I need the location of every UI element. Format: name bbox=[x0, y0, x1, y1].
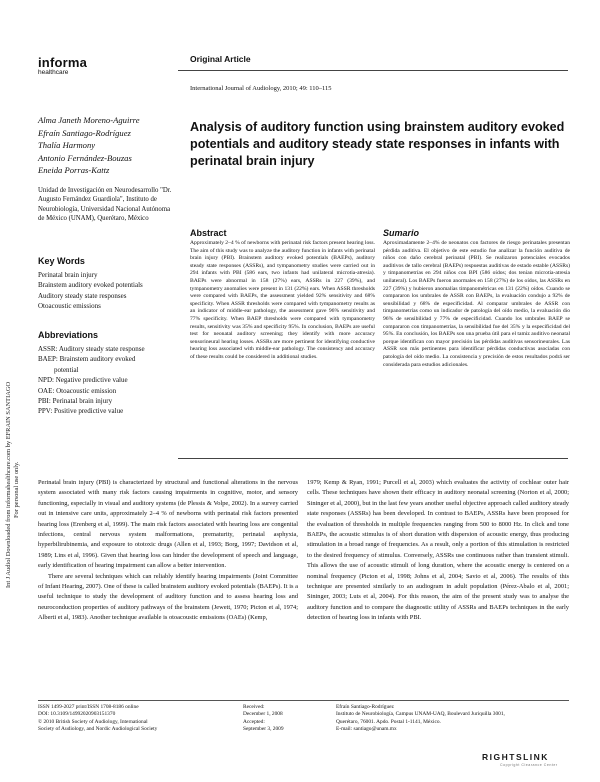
footer-line: DOI: 10.3109/14992020903151370 bbox=[38, 711, 116, 718]
publisher-name: informa bbox=[38, 55, 88, 70]
section-rule bbox=[178, 458, 568, 459]
footer-line: Efraín Santiago-Rodríguez bbox=[336, 704, 394, 710]
abbreviation-item: PBI: Perinatal brain injury bbox=[38, 397, 113, 406]
footer-line: December 1, 2008 bbox=[243, 711, 283, 718]
keyword-item: Brainstem auditory evoked potentials bbox=[38, 281, 143, 290]
author-name: Eneida Porras-Kattz bbox=[38, 165, 110, 176]
author-list bbox=[38, 114, 178, 177]
keyword-item: Otoacoustic emissions bbox=[38, 302, 101, 311]
download-watermark bbox=[2, 200, 24, 590]
top-rule bbox=[178, 70, 568, 71]
body-paragraph: There are several techniques which can reliably identify hearing impairments (Joint Committee of Infant Hearing, 2007). One of these is called brainstem auditory evoked potentials (BAEPs). It is a useful technique to study the development of auditory function and to assess hearing loss and neuroconduction properties of auditory pathways of the brainstem (Jewett, 1970; Picton et al, 1974; Alberti et al, 1983). Another technique available is otoacoustic emissions (OAEs) (Kemp, bbox=[38, 572, 298, 622]
author-name: Thalía Harmony bbox=[38, 140, 96, 151]
body-column-right bbox=[307, 478, 569, 624]
footer-dates bbox=[243, 704, 313, 733]
abbreviation-item: NPD: Negative predictive value bbox=[38, 376, 128, 385]
article-type: Original Article bbox=[190, 54, 251, 64]
publisher-sub: healthcare bbox=[38, 69, 69, 76]
keywords-heading: Key Words bbox=[38, 256, 85, 266]
footer-line: Received: bbox=[243, 704, 265, 710]
footer-line: Accepted: bbox=[243, 718, 265, 725]
article-title: Analysis of auditory function using brainstem auditory evoked potentials and auditory steady state responses in infants with perinatal brain injury bbox=[190, 120, 565, 168]
author-name: Antonio Fernández-Bouzas bbox=[38, 152, 132, 163]
author-name: Efraín Santiago-Rodríguez bbox=[38, 127, 131, 138]
abbreviations-list bbox=[38, 344, 183, 417]
body-paragraph: 1979; Kemp & Ryan, 1991; Purcell et al, 2003) which evaluates the activity of cochlear outer hair cells. These techniques have shown their efficacy in auditory neonatal screening (Norton et al, 2000; Sininger et al, 2000), but in the last few years another useful objective approach called auditory steady state responses (ASSRs) has been developed. In contrast to BAEPs, ASSRs have been proposed for the evaluation of thresholds in multiple frequencies ranging from 500 to 8000 Hz. In click and tone BAEPs, the acoustic stimulus is of short duration with dispersion of acoustic energy, thus producing stimulation in a broad range of frequencies. As a result, only a portion of this stimulation is restricted to the desired frequency of stimulus. Conversely, ASSRs use continuous rather than transient stimuli. This allows the use of acoustic stimuli of long duration, where the acoustic energy is centered on a nominal frequency (Picton et al, 1998; Johns et al, 2004; Savio et al, 2006). The results of this technique are presented similarly to an audiogram in adult population (Pérez-Abalo et al, 2001; Sininger, 2003; Luts et al, 2004). For this reason, the aim of the present study was to analyse the auditory function and to compare the diagnostic utility of ASSRs and BAEPs techniques in the early detection of hearing loss in infants with PBI. bbox=[307, 479, 569, 622]
keyword-item: Auditory steady state responses bbox=[38, 291, 127, 300]
summary-text: Aproximadamente 2–4% de neonatos con factores de riesgo perinatales presentan pérdida auditiva. El objetivo de este estudio fue analizar la función auditiva de niños con daño cerebral perinatal (PBI). Se realizaron potenciales evocados auditivos de tallo cerebral (BAEPs) respuestas auditivas de estado estable (ASSRs) y timpanometrías en 294 niños con BPI (586 oídos; dos tenían microtia-atresia unilateral). Los BAEPs fueron anormales en 158 (27%) de los oídos, las ASSRs en 227 (39%) y hubieron anomalías timpanométricas en 131 (22%) oídos. Cuando se compararon los umbrales de ASSR con BAEPs, la evaluación condujo a 92% de sensibilidad y 68% de especificidad. Al comparar umbrales de ASSR con timpanometrías como un indicador de patología del oído medio, la evaluación dio 96% de sensibilidad y 77% de especificidad. Cuando los umbrales BAEP se compararon con timpanometrías, la sensibilidad fue del 35% y la especificidad del 95%. En conclusión, los BAEPs son una prueba útil para el tamiz auditivo neonatal porque identifican con mayor precisión las pérdidas auditivas sensorineurales. Las ASSR son más pertinentes para identificar pérdidas conductivas asociadas con patología del oído medio. La consistencia y precisión de estos resultados podrá ser considerada para estudios adicionales. bbox=[383, 240, 570, 368]
footer-line: ISSN 1499-2027 print/ISSN 1708-8186 online bbox=[38, 704, 139, 710]
watermark-line-2: For personal use only. bbox=[13, 461, 20, 518]
abbreviation-item: BAEP: Brainstem auditory evoked bbox=[38, 355, 136, 364]
rightslink-logo[interactable]: RIGHTSLINK bbox=[482, 752, 549, 762]
abbreviation-item: OAE: Otoacoustic emission bbox=[38, 386, 117, 395]
body-column-left bbox=[38, 478, 298, 624]
abbreviation-item: PPV: Positive predictive value bbox=[38, 407, 124, 416]
footer-line: Querétaro, 76001. Apdo. Postal 1-1141, México. bbox=[336, 718, 441, 725]
abstract-text: Approximately 2–4 % of newborns with perinatal risk factors present hearing loss. The aim of this study was to analyze the auditory function in infants with perinatal brain injury (PBI). Brainstem auditory evoked potentials (BAEPs), auditory steady state responses (ASSRs), and tympanometry studies were carried out in 294 infants with PBI (586 ears, two infants had unilateral microtia-atresia). BAEPs were abnormal in 158 (27%) ears, ASSRs in 227 (39%), and tympanometry anomalies were present in 131 (22%) ears. When ASSR thresholds were compared with BAEPs, the assessment yielded 92% sensitivity and 68% specificity. When ASSR thresholds were compared with tympanometry results as an indicator of middle-ear pathology, the assessment gave 96% sensitivity and 77% specificity. When BAEP thresholds were compared with tympanometry results, sensitivity was 35% and specificity 95%. In conclusion, BAEPs are useful test for neonatal auditory screening; they identify with more accuracy sensorineural hearing losses. ASSRs are more pertinent for identifying conductive hearing loss associated with middle-ear pathology. The consistency and accuracy of these results could be considered in additional studies. bbox=[190, 240, 375, 360]
abbreviation-item: ASSR: Auditory steady state response bbox=[38, 345, 145, 353]
rightslink-sub: Copyright Clearance Center bbox=[500, 763, 558, 767]
footer-line: Society of Audiology, and Nordic Audiological Society bbox=[38, 725, 158, 732]
abbreviation-continuation: potential bbox=[54, 365, 79, 374]
summary-heading: Sumario bbox=[383, 228, 420, 238]
footer-rule bbox=[38, 700, 569, 701]
watermark-line-1: Int J Audiol Downloaded from informahealthcare.com by EFRAIN SANTIAGO bbox=[5, 381, 12, 588]
footer-line: Instituto de Neurobiología, Campus UNAM-UAQ, Boulevard Juriquilla 3001, bbox=[336, 711, 505, 718]
footer-email[interactable]: E-mail: santiago@unam.mx bbox=[336, 725, 397, 732]
body-paragraph: Perinatal brain injury (PBI) is characterized by structural and functional alterations in the nervous system associated with many risk factors causing impairments in cognitive, motor, and sensory functioning, especially in visual and auditory systems (de Plessis & Volpe, 2002). In a survey carried out in intensive care units, approximately 2–4 % of newborns with perinatal risk factors presented hearing loss (Erenberg et al, 1999). The main risk factors associated with hearing loss are congenital infections, central nervous system malformations, prematurity, perinatal asphyxia, hyperbilirubinemia, and exposure to ototoxic drugs (Allen et al, 1993; Borg, 1997; Davidson et al, 1989; Lins et al, 1996). Given that hearing loss can hinder the development of speech and language, early identification of hearing impairment can allow a better intervention. bbox=[38, 479, 298, 570]
abbreviations-heading: Abbreviations bbox=[38, 330, 99, 340]
affiliation: Unidad de Investigación en Neurodesarrollo "Dr. Augusto Fernández Guardiola", Instituto de Neurobiología, Universidad Nacional Autónoma de México (UNAM), Querétaro, México bbox=[38, 187, 172, 222]
keywords-list bbox=[38, 270, 183, 312]
author-name: Alma Janeth Moreno-Aguirre bbox=[38, 115, 140, 125]
footer-line: September 3, 2009 bbox=[243, 725, 284, 732]
footer-copyright bbox=[38, 704, 238, 733]
abstract-heading: Abstract bbox=[190, 228, 227, 238]
footer-correspondence bbox=[336, 704, 566, 733]
keyword-item: Perinatal brain injury bbox=[38, 271, 98, 279]
publisher-logo bbox=[38, 56, 87, 76]
journal-citation: International Journal of Audiology, 2010; 49: 110–115 bbox=[190, 85, 332, 92]
footer-line: © 2010 British Society of Audiology, International bbox=[38, 718, 148, 725]
